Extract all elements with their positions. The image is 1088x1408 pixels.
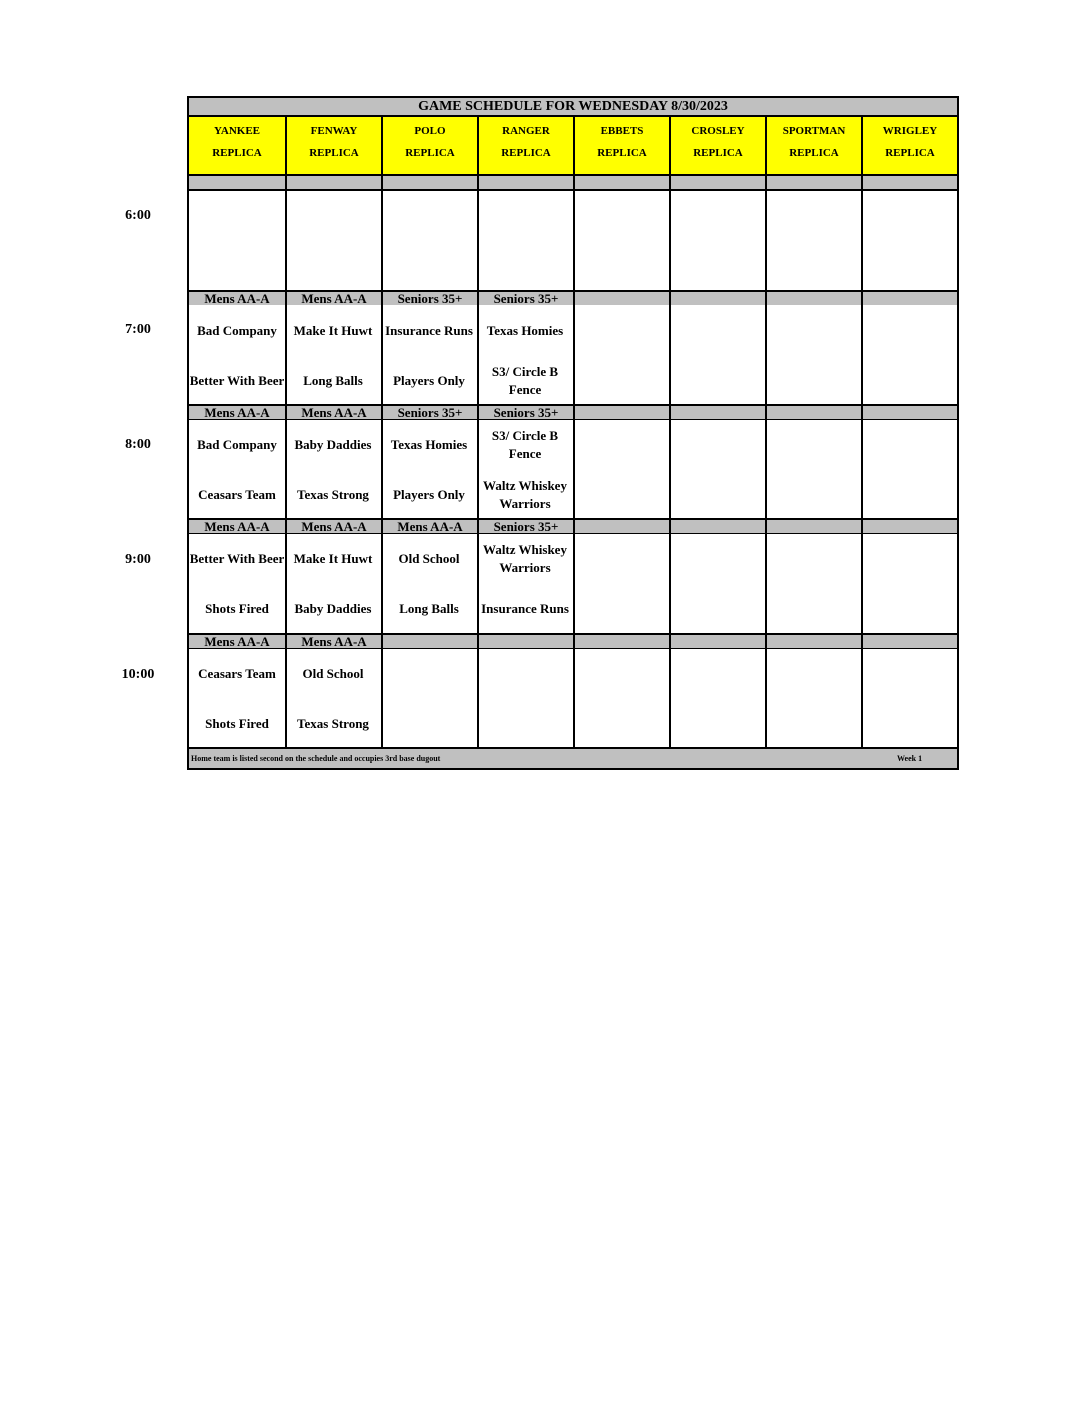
column-divider <box>669 117 765 768</box>
time-label: 6:00 <box>125 208 151 223</box>
division-band: Mens AA-A <box>287 406 381 419</box>
away-team: Make It Huwt <box>293 551 373 566</box>
field-name: CROSLEY <box>691 125 745 137</box>
division-band: Seniors 35+ <box>479 520 573 533</box>
division-band <box>671 635 765 648</box>
field-header <box>479 117 573 174</box>
field-name: RANGER <box>502 125 550 137</box>
field-header <box>287 117 381 174</box>
away-team: Bad Company <box>197 437 277 452</box>
division-band <box>671 292 765 305</box>
field-header <box>767 117 861 174</box>
division-band <box>479 635 573 648</box>
column-divider <box>573 117 669 768</box>
schedule-title: GAME SCHEDULE FOR WEDNESDAY 8/30/2023 <box>189 98 957 117</box>
home-team: Insurance Runs <box>481 601 569 616</box>
division-band <box>767 292 861 305</box>
field-subtitle: REPLICA <box>212 147 262 159</box>
home-team: Players Only <box>393 487 465 502</box>
division-band <box>671 176 765 189</box>
away-team: Baby Daddies <box>294 437 372 452</box>
division-band: Mens AA-A <box>287 520 381 533</box>
home-team: Better With Beer <box>189 373 285 388</box>
division-band <box>863 292 957 305</box>
field-subtitle: REPLICA <box>309 147 359 159</box>
schedule-table <box>187 96 959 770</box>
away-team: Texas Homies <box>486 323 564 338</box>
away-team: Ceasars Team <box>198 666 276 681</box>
time-label: 8:00 <box>125 437 151 452</box>
division-band: Seniors 35+ <box>479 406 573 419</box>
division-band: Mens AA-A <box>287 292 381 305</box>
division-band: Mens AA-A <box>383 520 477 533</box>
division-band <box>189 176 285 189</box>
away-team: Make It Huwt <box>293 323 373 338</box>
division-band <box>575 520 669 533</box>
division-band <box>479 176 573 189</box>
division-band <box>671 406 765 419</box>
home-team: Waltz Whiskey Warriors <box>483 478 567 511</box>
away-team: Better With Beer <box>189 551 285 566</box>
column-divider <box>861 117 957 768</box>
field-subtitle: REPLICA <box>501 147 551 159</box>
away-team: Old School <box>398 551 460 566</box>
week-label: Week 1 <box>897 754 923 763</box>
field-name: FENWAY <box>310 125 358 137</box>
field-subtitle: REPLICA <box>693 147 743 159</box>
home-team: Long Balls <box>399 601 459 616</box>
field-name: SPORTMAN <box>782 125 846 137</box>
field-name: YANKEE <box>213 125 261 137</box>
division-band <box>383 635 477 648</box>
home-team: Baby Daddies <box>294 601 372 616</box>
home-team: S3/ Circle B Fence <box>491 364 559 397</box>
away-team: Insurance Runs <box>385 323 473 338</box>
division-band: Mens AA-A <box>189 635 285 648</box>
division-band: Seniors 35+ <box>479 292 573 305</box>
home-team-note: Home team is listed second on the schedule and occupies 3rd base dugout <box>191 754 441 763</box>
division-band <box>767 635 861 648</box>
column-divider <box>765 117 861 768</box>
division-band <box>575 406 669 419</box>
division-band <box>863 406 957 419</box>
away-team: Bad Company <box>197 323 277 338</box>
division-band: Mens AA-A <box>287 635 381 648</box>
division-band: Seniors 35+ <box>383 406 477 419</box>
away-team: Old School <box>302 666 364 681</box>
division-band: Seniors 35+ <box>383 292 477 305</box>
field-header <box>189 117 285 174</box>
field-header <box>863 117 957 174</box>
home-team: Shots Fired <box>205 716 269 731</box>
home-team: Ceasars Team <box>198 487 276 502</box>
division-band <box>575 292 669 305</box>
time-label: 9:00 <box>125 552 151 567</box>
home-team: Texas Strong <box>297 487 369 502</box>
home-team: Texas Strong <box>297 716 369 731</box>
time-label: 7:00 <box>125 322 151 337</box>
division-band <box>575 176 669 189</box>
away-team: Waltz Whiskey Warriors <box>483 542 567 575</box>
division-band <box>863 520 957 533</box>
division-band <box>287 176 381 189</box>
field-name: WRIGLEY <box>882 125 938 137</box>
division-band <box>767 176 861 189</box>
division-band <box>383 176 477 189</box>
division-band <box>863 635 957 648</box>
away-team: S3/ Circle B Fence <box>491 428 559 461</box>
field-subtitle: REPLICA <box>405 147 455 159</box>
field-header <box>383 117 477 174</box>
division-band <box>671 520 765 533</box>
field-subtitle: REPLICA <box>597 147 647 159</box>
division-band: Mens AA-A <box>189 406 285 419</box>
division-band: Mens AA-A <box>189 520 285 533</box>
division-band: Mens AA-A <box>189 292 285 305</box>
away-team: Texas Homies <box>390 437 468 452</box>
field-header <box>671 117 765 174</box>
schedule-footer <box>189 749 957 768</box>
field-name: EBBETS <box>600 125 644 137</box>
division-band <box>575 635 669 648</box>
home-team: Long Balls <box>303 373 363 388</box>
time-label: 10:00 <box>121 667 155 682</box>
field-name: POLO <box>414 125 446 137</box>
field-header <box>575 117 669 174</box>
division-band <box>767 406 861 419</box>
division-band <box>863 176 957 189</box>
field-subtitle: REPLICA <box>789 147 839 159</box>
field-subtitle: REPLICA <box>885 147 935 159</box>
division-band <box>767 520 861 533</box>
home-team: Shots Fired <box>205 601 269 616</box>
home-team: Players Only <box>393 373 465 388</box>
row-divider <box>189 189 957 191</box>
